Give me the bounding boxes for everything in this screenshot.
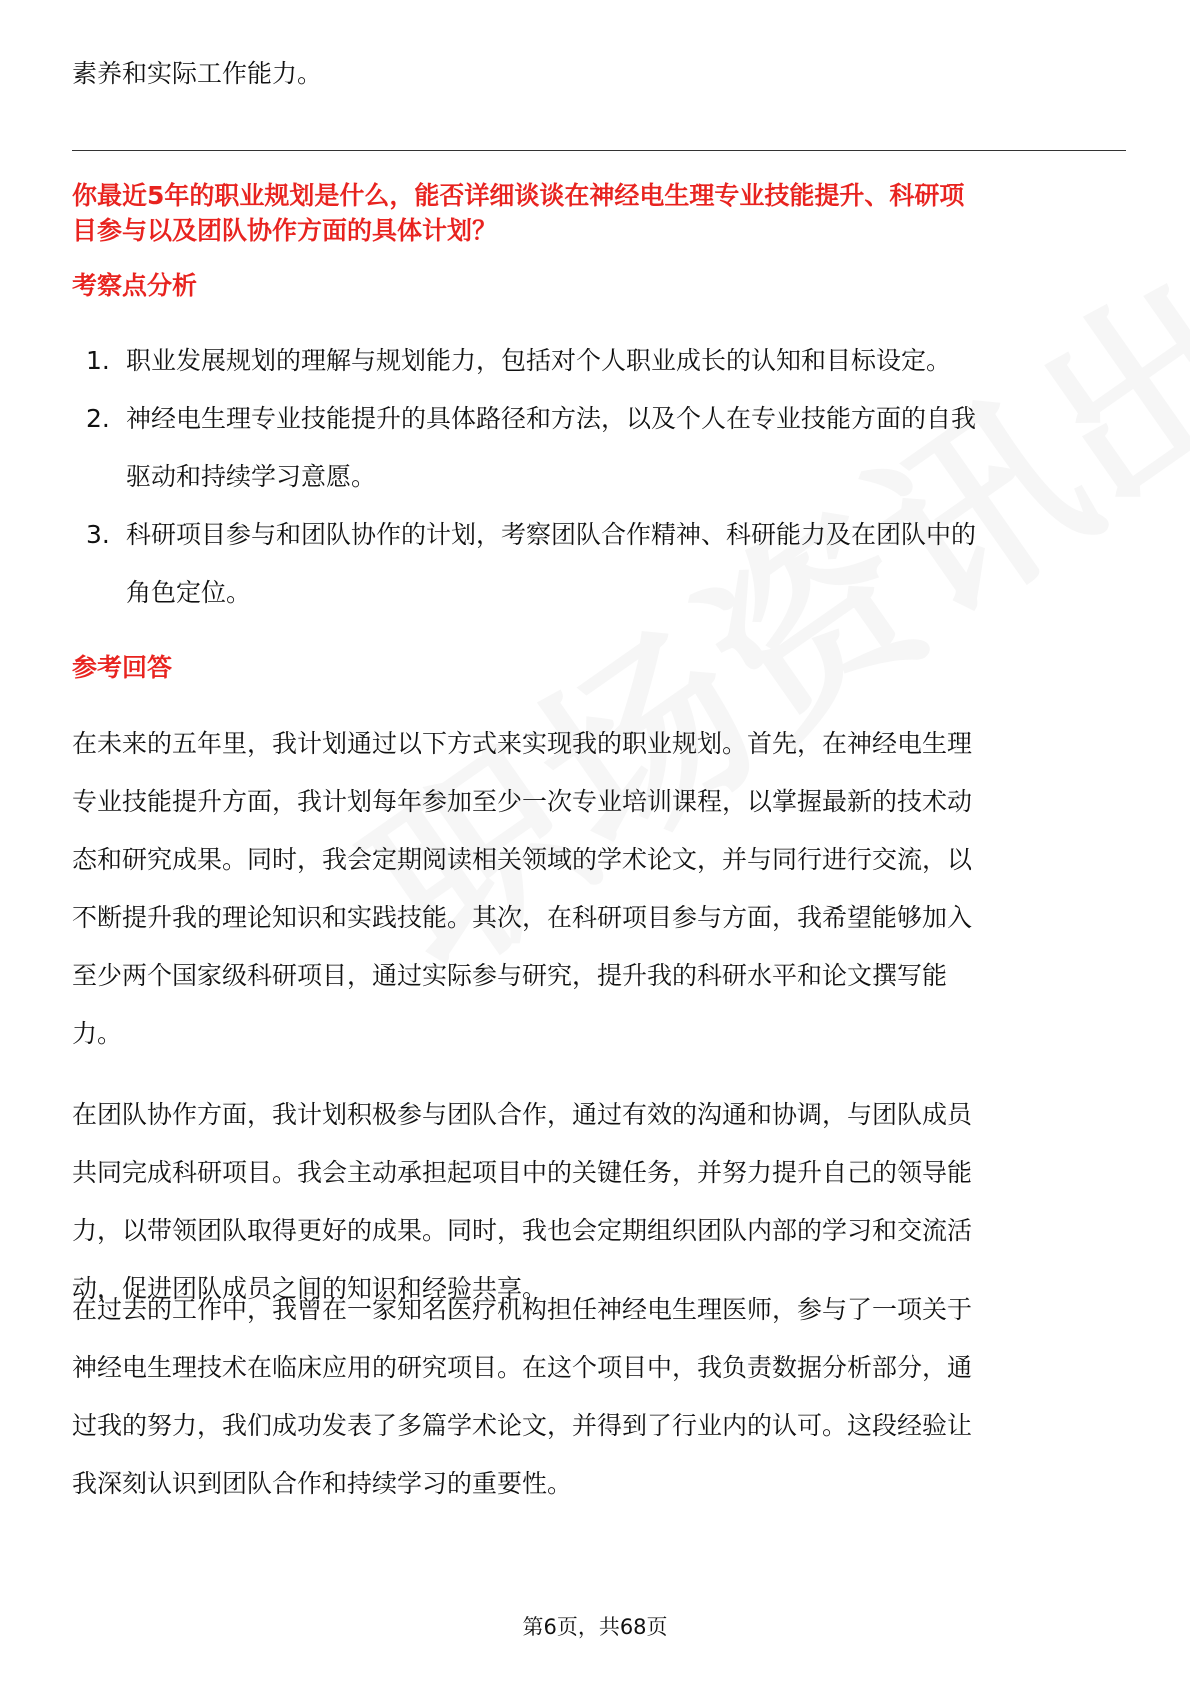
list-number: 2.: [86, 404, 110, 433]
paragraph-line: 我深刻认识到团队合作和持续学习的重要性。: [72, 1469, 573, 1498]
paragraph-line: 过我的努力，我们成功发表了多篇学术论文，并得到了行业内的认可。这段经验让: [72, 1411, 973, 1440]
list-item: [86, 506, 1146, 622]
paragraph-line: 不断提升我的理论知识和实践技能。其次，在科研项目参与方面，我希望能够加入: [72, 903, 973, 932]
list-item-text: 驱动和持续学习意愿。: [126, 462, 377, 491]
paragraph-line: 力，以带领团队取得更好的成果。同时，我也会定期组织团队内部的学习和交流活: [72, 1216, 973, 1245]
list-item-text: 科研项目参与和团队协作的计划，考察团队合作精神、科研能力及在团队中的: [126, 520, 977, 549]
analysis-list: [86, 332, 1146, 622]
answer-paragraph: [72, 715, 1132, 1063]
page-number-footer: 第6页，共68页: [522, 1615, 668, 1639]
question-line: 目参与以及团队协作方面的具体计划？: [72, 216, 498, 245]
intro-text: 素养和实际工作能力。: [72, 59, 323, 88]
paragraph-line: 共同完成科研项目。我会主动承担起项目中的关键任务，并努力提升自己的领导能: [72, 1158, 973, 1187]
paragraph-line: 专业技能提升方面，我计划每年参加至少一次专业培训课程，以掌握最新的技术动: [72, 787, 973, 816]
paragraph-line: 态和研究成果。同时，我会定期阅读相关领域的学术论文，并与同行进行交流，以: [72, 845, 973, 874]
paragraph-line: 力。: [72, 1019, 123, 1048]
list-item-text: 角色定位。: [126, 578, 252, 607]
paragraph-line: 神经电生理技术在临床应用的研究项目。在这个项目中，我负责数据分析部分，通: [72, 1353, 973, 1382]
answer-heading: 参考回答: [72, 653, 173, 682]
paragraph-line: 在团队协作方面，我计划积极参与团队合作，通过有效的沟通和协调，与团队成员: [72, 1100, 973, 1129]
list-item-text: 职业发展规划的理解与规划能力，包括对个人职业成长的认知和目标设定。: [126, 346, 952, 375]
analysis-heading: 考察点分析: [72, 271, 198, 300]
paragraph-line: 在未来的五年里，我计划通过以下方式来实现我的职业规划。首先，在神经电生理: [72, 729, 973, 758]
interview-question: [72, 178, 1132, 248]
list-number: 1.: [86, 346, 110, 375]
paragraph-line: 在过去的工作中，我曾在一家知名医疗机构担任神经电生理医师，参与了一项关于: [72, 1295, 973, 1324]
list-item: [86, 390, 1146, 506]
question-line: 你最近5年的职业规划是什么，能否详细谈谈在神经电生理专业技能提升、科研项: [72, 181, 965, 210]
paragraph-line: 动，促进团队成员之间的知识和经验共享。: [72, 1274, 548, 1303]
section-divider: [72, 150, 1126, 151]
list-number: 3.: [86, 520, 110, 549]
paragraph-line: 至少两个国家级科研项目，通过实际参与研究，提升我的科研水平和论文撰写能: [72, 961, 948, 990]
list-item-text: 神经电生理专业技能提升的具体路径和方法，以及个人在专业技能方面的自我: [126, 404, 977, 433]
list-item: [86, 332, 1146, 390]
answer-paragraph: [72, 1281, 1132, 1513]
